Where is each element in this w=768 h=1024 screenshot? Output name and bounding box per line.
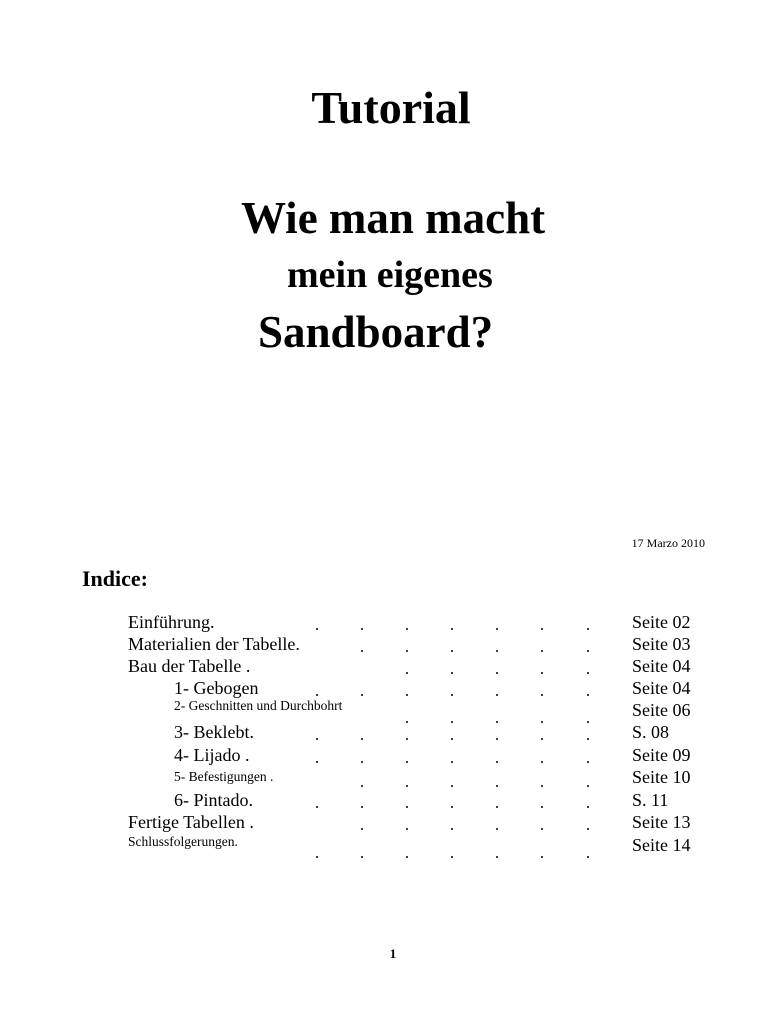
leader-dot (587, 738, 589, 740)
toc-entry-page: Seite 04 (632, 678, 691, 698)
leader-dot (451, 650, 453, 652)
toc-entry-label: 6- Pintado. (174, 790, 253, 810)
leader-dot (541, 694, 543, 696)
toc-entry-lijado (0, 744, 768, 766)
leader-dot (587, 761, 589, 763)
leader-dot (451, 738, 453, 740)
leader-dot (541, 828, 543, 830)
leader-dot (361, 628, 363, 630)
leader-dot (587, 650, 589, 652)
toc-entry-pintado (0, 789, 768, 811)
leader-dot (451, 761, 453, 763)
leader-dot (496, 672, 498, 674)
toc-entry-page: Seite 13 (632, 812, 691, 832)
leader-dot (406, 672, 408, 674)
leader-dot (406, 738, 408, 740)
leader-dot (451, 806, 453, 808)
toc-entry-label: Bau der Tabelle . (128, 656, 251, 676)
toc-entry-page: Seite 06 (632, 700, 691, 720)
leader-dot (316, 761, 318, 763)
toc-entry-label: Einführung. (128, 612, 215, 632)
toc-entry-page: Seite 09 (632, 745, 691, 765)
leader-dot (361, 694, 363, 696)
leader-dot (316, 694, 318, 696)
leader-dot (496, 650, 498, 652)
toc-entry-label: 5- Befestigungen . (174, 769, 274, 784)
document-title: Tutorial (311, 82, 471, 133)
leader-dot (496, 628, 498, 630)
leader-dot (361, 761, 363, 763)
leader-dot (406, 761, 408, 763)
leader-dot (541, 856, 543, 858)
leader-dot (406, 694, 408, 696)
toc-entry-beklebt (0, 721, 768, 743)
leader-dot (451, 694, 453, 696)
toc-entry-befestigungen (0, 766, 768, 788)
toc-entry-label: 2- Geschnitten und Durchbohrt (174, 698, 343, 713)
toc-entry-materialien (0, 633, 768, 655)
toc-entry-einfuehrung (0, 611, 768, 633)
toc-entry-page: Seite 03 (632, 634, 691, 654)
subtitle-line-3: Sandboard? (258, 307, 494, 357)
leader-dot (406, 650, 408, 652)
toc-entry-bau (0, 655, 768, 677)
toc-entry-fertige (0, 811, 768, 833)
leader-dot (496, 694, 498, 696)
leader-dot (451, 628, 453, 630)
leader-dot (587, 856, 589, 858)
toc-entry-page: Seite 02 (632, 612, 691, 632)
leader-dot (541, 738, 543, 740)
leader-dot (451, 672, 453, 674)
toc-entry-schluss (0, 833, 768, 855)
leader-dot (316, 738, 318, 740)
leader-dot (541, 806, 543, 808)
leader-dot (496, 738, 498, 740)
leader-dot (541, 628, 543, 630)
leader-dot (587, 785, 589, 787)
toc-entry-label: Schlussfolgerungen. (128, 834, 238, 849)
leader-dot (587, 672, 589, 674)
toc-entry-gebogen (0, 677, 768, 699)
page-number: 1 (389, 946, 397, 961)
leader-dot (316, 806, 318, 808)
toc-entry-page: S. 11 (632, 790, 669, 810)
leader-dot (451, 856, 453, 858)
toc-entry-page: Seite 10 (632, 767, 691, 787)
leader-dot (541, 785, 543, 787)
leader-dot (361, 650, 363, 652)
leader-dot (361, 785, 363, 787)
subtitle-line-2: mein eigenes (287, 254, 493, 296)
leader-dot (316, 628, 318, 630)
leader-dot (406, 628, 408, 630)
leader-dot (451, 828, 453, 830)
leader-dot (587, 628, 589, 630)
toc-entry-page: Seite 14 (632, 835, 691, 855)
leader-dot (587, 806, 589, 808)
leader-dot (451, 785, 453, 787)
leader-dot (406, 856, 408, 858)
leader-dot (361, 738, 363, 740)
leader-dot (496, 828, 498, 830)
leader-dot (406, 828, 408, 830)
leader-dot (361, 828, 363, 830)
toc-entry-label: 1- Gebogen (174, 678, 259, 698)
toc-entry-page: S. 08 (632, 722, 670, 742)
leader-dot (316, 856, 318, 858)
toc-entry-label: 4- Lijado . (174, 745, 250, 765)
leader-dot (496, 785, 498, 787)
leader-dot (496, 856, 498, 858)
index-heading: Indice: (82, 566, 148, 591)
leader-dot (406, 785, 408, 787)
leader-dot (541, 650, 543, 652)
toc-entry-label: 3- Beklebt. (174, 722, 254, 742)
leader-dot (496, 761, 498, 763)
leader-dot (496, 806, 498, 808)
toc-entry-label: Fertige Tabellen . (128, 812, 254, 832)
leader-dot (361, 806, 363, 808)
leader-dot (406, 806, 408, 808)
leader-dot (541, 761, 543, 763)
toc-entry-page: Seite 04 (632, 656, 691, 676)
leader-dot (587, 828, 589, 830)
toc-entry-geschnitten (0, 699, 768, 721)
toc-entry-label: Materialien der Tabelle. (128, 634, 300, 654)
leader-dot (587, 694, 589, 696)
leader-dot (361, 856, 363, 858)
subtitle-line-1: Wie man macht (241, 193, 546, 243)
leader-dot (541, 672, 543, 674)
document-date: 17 Marzo 2010 (631, 536, 705, 550)
